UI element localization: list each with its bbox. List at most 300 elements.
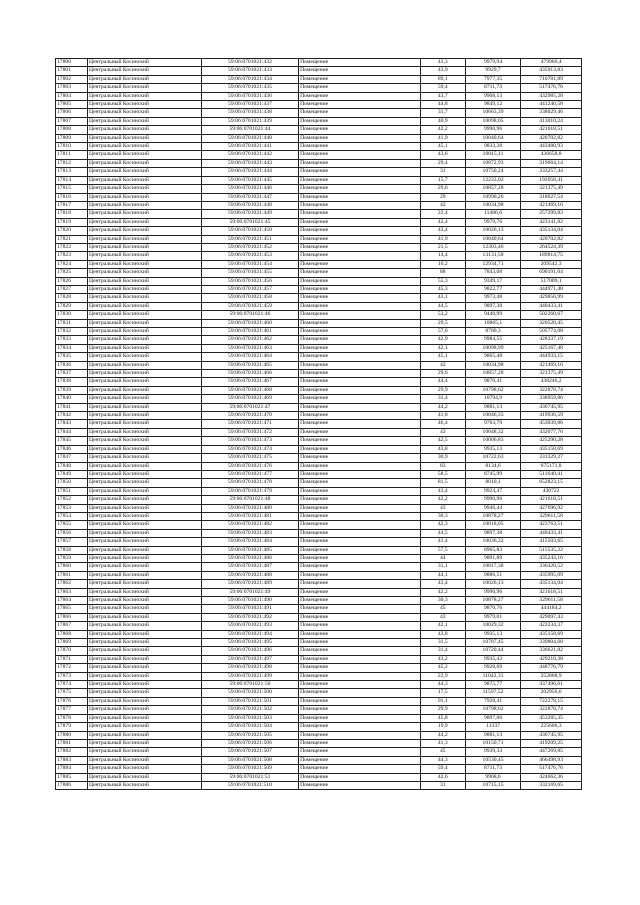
specific-value: 9865,48 — [465, 353, 520, 361]
area-value: 29,9 — [420, 706, 465, 714]
area-value: 31,1 — [420, 563, 465, 571]
area-value: 45,1 — [420, 353, 465, 361]
district-name: Центральный Косинский — [88, 605, 202, 613]
cadastral-value: 202956,6 — [521, 689, 582, 697]
cadastral-number: 59:06:0701021:478 — [201, 479, 298, 487]
cadastral-number: 59:06:0701021:449 — [201, 210, 298, 218]
row-number: 17825 — [56, 269, 88, 277]
specific-value: 10990,26 — [465, 193, 520, 201]
table-row — [56, 462, 582, 470]
specific-value: 7977,35 — [465, 75, 520, 83]
table-row — [56, 84, 582, 92]
specific-value: 9763,79 — [465, 420, 520, 428]
cadastral-value: 710781,89 — [521, 75, 582, 83]
table-row — [56, 479, 582, 487]
specific-value: 8745,99 — [465, 470, 520, 478]
area-value: 31,5 — [420, 639, 465, 647]
table-row — [56, 386, 582, 394]
object-type: Помещение — [299, 664, 421, 672]
area-value: 22,9 — [420, 672, 465, 680]
specific-value: 13131,58 — [465, 252, 520, 260]
table-row — [56, 420, 582, 428]
district-name: Центральный Косинский — [88, 59, 202, 67]
table-row — [56, 512, 582, 520]
table-row — [56, 697, 582, 705]
cadastral-number: 59:06:0701021:455 — [201, 269, 298, 277]
table-row — [56, 109, 582, 117]
cadastral-number: 59:06:0701021:503 — [201, 714, 298, 722]
object-type: Помещение — [299, 538, 421, 546]
district-name: Центральный Косинский — [88, 285, 202, 293]
object-type: Помещение — [299, 386, 421, 394]
row-number: 17802 — [56, 75, 88, 83]
specific-value: 10715,15 — [465, 781, 520, 789]
cadastral-number: 59:06:0701021:438 — [201, 109, 298, 117]
district-name: Центральный Косинский — [88, 75, 202, 83]
table-row — [56, 773, 582, 781]
cadastral-number: 59:06:0701021:458 — [201, 294, 298, 302]
row-number: 17855 — [56, 521, 88, 529]
cadastral-number: 59:06:0701021:488 — [201, 571, 298, 579]
district-name: Центральный Косинский — [88, 630, 202, 638]
cadastral-value: 423763,51 — [521, 521, 582, 529]
district-name: Центральный Косинский — [88, 765, 202, 773]
table-row — [56, 277, 582, 285]
district-name: Центральный Косинский — [88, 681, 202, 689]
object-type: Помещение — [299, 748, 421, 756]
area-value: 29,9 — [420, 386, 465, 394]
cadastral-number: 59:06:0701021:460 — [201, 319, 298, 327]
cadastral-value: 448776,79 — [521, 664, 582, 672]
row-number: 17812 — [56, 159, 88, 167]
district-name: Центральный Косинский — [88, 445, 202, 453]
area-value: 45,1 — [420, 143, 465, 151]
specific-value: 9897,38 — [465, 302, 520, 310]
district-name: Центральный Косинский — [88, 311, 202, 319]
cadastral-value: 432985,28 — [521, 92, 582, 100]
cadastral-number: 59:06:0701021:436 — [201, 92, 298, 100]
cadastral-value: 424662,36 — [521, 773, 582, 781]
cadastral-number: 59:06:0701021:474 — [201, 445, 298, 453]
area-value: 45,3 — [420, 285, 465, 293]
object-type: Помещение — [299, 605, 421, 613]
cadastral-number: 59:06:0701021:469 — [201, 395, 298, 403]
district-name: Центральный Косинский — [88, 672, 202, 680]
table-row — [56, 302, 582, 310]
area-value: 43,6 — [420, 151, 465, 159]
district-name: Центральный Косинский — [88, 84, 202, 92]
row-number: 17880 — [56, 731, 88, 739]
object-type: Помещение — [299, 109, 421, 117]
district-name: Центральный Косинский — [88, 437, 202, 445]
object-type: Помещение — [299, 647, 421, 655]
specific-value: 8134,6 — [465, 462, 520, 470]
table-row — [56, 714, 582, 722]
cadastral-value: 429210,38 — [521, 655, 582, 663]
cadastral-value: 437496,61 — [521, 681, 582, 689]
cadastral-value: 430722 — [521, 487, 582, 495]
cadastral-number: 59:06:0701021:480 — [201, 504, 298, 512]
table-row — [56, 605, 582, 613]
specific-value: 10794,9 — [465, 395, 520, 403]
district-name: Центральный Косинский — [88, 723, 202, 731]
area-value: 29 — [420, 193, 465, 201]
district-name: Центральный Косинский — [88, 277, 202, 285]
cadastral-value: 517476,76 — [521, 84, 582, 92]
table-row — [56, 126, 582, 134]
district-name: Центральный Косинский — [88, 420, 202, 428]
area-value: 29,6 — [420, 370, 465, 378]
cadastral-value: 690191,04 — [521, 269, 582, 277]
row-number: 17846 — [56, 445, 88, 453]
object-type: Помещение — [299, 655, 421, 663]
specific-value: 10034,98 — [465, 201, 520, 209]
area-value: 44,3 — [420, 756, 465, 764]
cadastral-number: 59:06:0701021:48 — [201, 496, 298, 504]
table-row — [56, 588, 582, 596]
row-number: 17834 — [56, 344, 88, 352]
specific-value: 10026,13 — [465, 227, 520, 235]
object-type: Помещение — [299, 504, 421, 512]
specific-value: 10530,45 — [465, 756, 520, 764]
specific-value: 11597,52 — [465, 689, 520, 697]
row-number: 17827 — [56, 285, 88, 293]
table-row — [56, 521, 582, 529]
specific-value: 10098,05 — [465, 117, 520, 125]
cadastral-value: 420702,82 — [521, 235, 582, 243]
cadastral-value: 429097,43 — [521, 613, 582, 621]
object-type: Помещение — [299, 580, 421, 588]
object-type: Помещение — [299, 412, 421, 420]
area-value: 57,5 — [420, 546, 465, 554]
row-number: 17870 — [56, 647, 88, 655]
specific-value: 10018,05 — [465, 521, 520, 529]
cadastral-number: 59:06:0701021:483 — [201, 529, 298, 537]
district-name: Центральный Косинский — [88, 512, 202, 520]
specific-value: 9822,77 — [465, 285, 520, 293]
object-type: Помещение — [299, 143, 421, 151]
area-value: 43,7 — [420, 92, 465, 100]
row-number: 17843 — [56, 420, 88, 428]
specific-value: 8711,73 — [465, 765, 520, 773]
district-name: Центральный Косинский — [88, 412, 202, 420]
table-row — [56, 689, 582, 697]
district-name: Центральный Косинский — [88, 344, 202, 352]
cadastral-value: 466498,93 — [521, 756, 582, 764]
object-type: Помещение — [299, 521, 421, 529]
specific-value: 10857,28 — [465, 370, 520, 378]
row-number: 17801 — [56, 67, 88, 75]
area-value: 43,4 — [420, 227, 465, 235]
cadastral-number: 59:06:0701021:500 — [201, 689, 298, 697]
area-value: 45 — [420, 605, 465, 613]
row-number: 17823 — [56, 252, 88, 260]
table-row — [56, 706, 582, 714]
cadastral-value: 331329,27 — [521, 454, 582, 462]
row-number: 17882 — [56, 748, 88, 756]
specific-value: 10872,93 — [465, 159, 520, 167]
object-type: Помещение — [299, 773, 421, 781]
area-value: 31,7 — [420, 109, 465, 117]
object-type: Помещение — [299, 765, 421, 773]
table-row — [56, 504, 582, 512]
cadastral-value: 329611,58 — [521, 597, 582, 605]
area-value: 44,2 — [420, 731, 465, 739]
area-value: 42,6 — [420, 773, 465, 781]
specific-value: 10798,62 — [465, 706, 520, 714]
specific-value: 10040,64 — [465, 134, 520, 142]
row-number: 17853 — [56, 504, 88, 512]
cadastral-value: 338959,86 — [521, 395, 582, 403]
cadastral-value: 443480,93 — [521, 143, 582, 151]
table-row — [56, 285, 582, 293]
specific-value: 9875,77 — [465, 681, 520, 689]
specific-value: 10663,39 — [465, 109, 520, 117]
district-name: Центральный Косинский — [88, 395, 202, 403]
table-row — [56, 731, 582, 739]
area-value: 43,8 — [420, 445, 465, 453]
row-number: 17820 — [56, 227, 88, 235]
row-number: 17879 — [56, 723, 88, 731]
cadastral-number: 59:06:0701021:457 — [201, 285, 298, 293]
object-type: Помещение — [299, 59, 421, 67]
table-row — [56, 134, 582, 142]
row-number: 17858 — [56, 546, 88, 554]
row-number: 17828 — [56, 294, 88, 302]
object-type: Помещение — [299, 529, 421, 537]
cadastral-value: 444933,15 — [521, 353, 582, 361]
cadastral-number: 59:06:0701021:459 — [201, 302, 298, 310]
cadastral-value: 444184,2 — [521, 605, 582, 613]
table-row — [56, 227, 582, 235]
cadastral-value: 444971,48 — [521, 285, 582, 293]
district-name: Центральный Косинский — [88, 210, 202, 218]
cadastral-value: 189814,75 — [521, 252, 582, 260]
cadastral-number: 59:06:0701021:448 — [201, 201, 298, 209]
cadastral-number: 59:06:0701021:510 — [201, 781, 298, 789]
cadastral-number: 59:06:0701021:508 — [201, 756, 298, 764]
area-value: 31 — [420, 781, 465, 789]
cadastral-number: 59:06:0701021:45 — [201, 218, 298, 226]
district-name: Центральный Косинский — [88, 462, 202, 470]
cadastral-number: 59:06:0701021:493 — [201, 622, 298, 630]
cadastral-value: 415503,65 — [521, 538, 582, 546]
specific-value: 8965,83 — [465, 546, 520, 554]
district-name: Центральный Косинский — [88, 428, 202, 436]
row-number: 17822 — [56, 243, 88, 251]
district-name: Центральный Косинский — [88, 504, 202, 512]
district-name: Центральный Косинский — [88, 521, 202, 529]
specific-value: 9984,55 — [465, 336, 520, 344]
object-type: Помещение — [299, 117, 421, 125]
area-value: 16,2 — [420, 260, 465, 268]
area-value: 40,9 — [420, 117, 465, 125]
area-value: 29,4 — [420, 159, 465, 167]
table-row — [56, 151, 582, 159]
cadastral-number: 59:06:0701021:450 — [201, 227, 298, 235]
specific-value: 12934,71 — [465, 260, 520, 268]
table-row — [56, 67, 582, 75]
row-number: 17807 — [56, 117, 88, 125]
row-number: 17864 — [56, 597, 88, 605]
table-row — [56, 378, 582, 386]
object-type: Помещение — [299, 302, 421, 310]
cadastral-number: 59:06:0701021:506 — [201, 739, 298, 747]
cadastral-number: 59:06:0701021:484 — [201, 538, 298, 546]
district-name: Центральный Косинский — [88, 134, 202, 142]
area-value: 43,4 — [420, 487, 465, 495]
area-value: 44,5 — [420, 302, 465, 310]
specific-value: 10015,11 — [465, 151, 520, 159]
cadastral-number: 59:06:0701021:444 — [201, 168, 298, 176]
area-value: 41,4 — [420, 538, 465, 546]
object-type: Помещение — [299, 159, 421, 167]
specific-value: 10865,1 — [465, 319, 520, 327]
cadastral-value: 429856,99 — [521, 294, 582, 302]
cadastral-value: 329611,58 — [521, 512, 582, 520]
row-number: 17824 — [56, 260, 88, 268]
cadastral-number: 59:06:0701021:47 — [201, 403, 298, 411]
object-type: Помещение — [299, 731, 421, 739]
object-type: Помещение — [299, 714, 421, 722]
table-row — [56, 243, 582, 251]
cadastral-value: 435134,04 — [521, 227, 582, 235]
cadastral-value: 423141,82 — [521, 218, 582, 226]
area-value: 41,9 — [420, 134, 465, 142]
cadastral-value: 319664,14 — [521, 159, 582, 167]
specific-value: 9929,7 — [465, 67, 520, 75]
area-value: 59,4 — [420, 765, 465, 773]
cadastral-number: 59:06:0701021:476 — [201, 462, 298, 470]
specific-value: 10048,32 — [465, 428, 520, 436]
cadastral-value: 427696,92 — [521, 504, 582, 512]
area-value: 14,4 — [420, 252, 465, 260]
row-number: 17803 — [56, 84, 88, 92]
object-type: Помещение — [299, 681, 421, 689]
cadastral-number: 59:06:0701021:443 — [201, 159, 298, 167]
row-number: 17863 — [56, 588, 88, 596]
cadastral-value: 192058,41 — [521, 176, 582, 184]
specific-value: 10098,99 — [465, 344, 520, 352]
area-value: 19,9 — [420, 723, 465, 731]
cadastral-number: 59:06:0701021:507 — [201, 748, 298, 756]
district-name: Центральный Косинский — [88, 529, 202, 537]
district-name: Центральный Косинский — [88, 159, 202, 167]
row-number: 17815 — [56, 185, 88, 193]
row-number: 17842 — [56, 412, 88, 420]
specific-value: 10036,32 — [465, 538, 520, 546]
area-value: 44 — [420, 554, 465, 562]
table-row — [56, 185, 582, 193]
table-row — [56, 622, 582, 630]
table-row — [56, 361, 582, 369]
table-row — [56, 756, 582, 764]
area-value: 30,3 — [420, 597, 465, 605]
district-name: Центральный Косинский — [88, 773, 202, 781]
cadastral-number: 59:06:0701021:462 — [201, 336, 298, 344]
area-value: 41,3 — [420, 739, 465, 747]
cadastral-number: 59:06:0701021:466 — [201, 370, 298, 378]
row-number: 17814 — [56, 176, 88, 184]
cadastral-number: 59:06:0701021:486 — [201, 554, 298, 562]
table-row — [56, 739, 582, 747]
row-number: 17829 — [56, 302, 88, 310]
row-number: 17865 — [56, 605, 88, 613]
area-value: 43,4 — [420, 580, 465, 588]
cadastral-number: 59:06:0701021:432 — [201, 59, 298, 67]
cadastral-value: 322878,74 — [521, 386, 582, 394]
district-name: Центральный Косинский — [88, 655, 202, 663]
row-number: 17873 — [56, 672, 88, 680]
table-row — [56, 437, 582, 445]
specific-value: 10046,33 — [465, 412, 520, 420]
district-name: Центральный Косинский — [88, 260, 202, 268]
area-value: 88 — [420, 269, 465, 277]
table-row — [56, 445, 582, 453]
row-number: 17847 — [56, 454, 88, 462]
object-type: Помещение — [299, 454, 421, 462]
object-type: Помещение — [299, 218, 421, 226]
area-value: 41,8 — [420, 412, 465, 420]
cadastral-value: 419936,59 — [521, 412, 582, 420]
row-number: 17832 — [56, 328, 88, 336]
table-row — [56, 748, 582, 756]
cadastral-number: 59:06:0701021:467 — [201, 378, 298, 386]
specific-value: 12233,02 — [465, 176, 520, 184]
district-name: Центральный Косинский — [88, 689, 202, 697]
cadastral-number: 59:06:0701021:495 — [201, 639, 298, 647]
district-name: Центральный Косинский — [88, 319, 202, 327]
cadastral-value: 338029,46 — [521, 109, 582, 117]
table-row — [56, 454, 582, 462]
specific-value: 9897,38 — [465, 529, 520, 537]
table-row — [56, 487, 582, 495]
cadastral-value: 321375,49 — [521, 185, 582, 193]
object-type: Помещение — [299, 781, 421, 789]
table-row — [56, 681, 582, 689]
object-type: Помещение — [299, 201, 421, 209]
specific-value: 11486,6 — [465, 210, 520, 218]
table-row — [56, 101, 582, 109]
table-row — [56, 319, 582, 327]
district-name: Центральный Косинский — [88, 470, 202, 478]
table-row — [56, 571, 582, 579]
area-value: 42,4 — [420, 218, 465, 226]
area-value: 17,5 — [420, 689, 465, 697]
row-number: 17856 — [56, 529, 88, 537]
object-type: Помещение — [299, 630, 421, 638]
area-value: 44,1 — [420, 571, 465, 579]
area-value: 45 — [420, 748, 465, 756]
table-row — [56, 344, 582, 352]
specific-value: 10817,38 — [465, 563, 520, 571]
cadastral-value: 421618,51 — [521, 588, 582, 596]
cadastral-value: 332169,65 — [521, 781, 582, 789]
cadastral-number: 59:06:0701021:463 — [201, 344, 298, 352]
cadastral-value: 652823,15 — [521, 479, 582, 487]
row-number: 17866 — [56, 613, 88, 621]
district-name: Центральный Косинский — [88, 386, 202, 394]
specific-value: 9833,28 — [465, 143, 520, 151]
district-name: Центральный Косинский — [88, 748, 202, 756]
district-name: Центральный Косинский — [88, 639, 202, 647]
object-type: Помещение — [299, 479, 421, 487]
area-value: 45,8 — [420, 714, 465, 722]
cadastral-value: 441240,58 — [521, 101, 582, 109]
district-name: Центральный Косинский — [88, 143, 202, 151]
area-value: 42,1 — [420, 622, 465, 630]
object-type: Помещение — [299, 126, 421, 134]
